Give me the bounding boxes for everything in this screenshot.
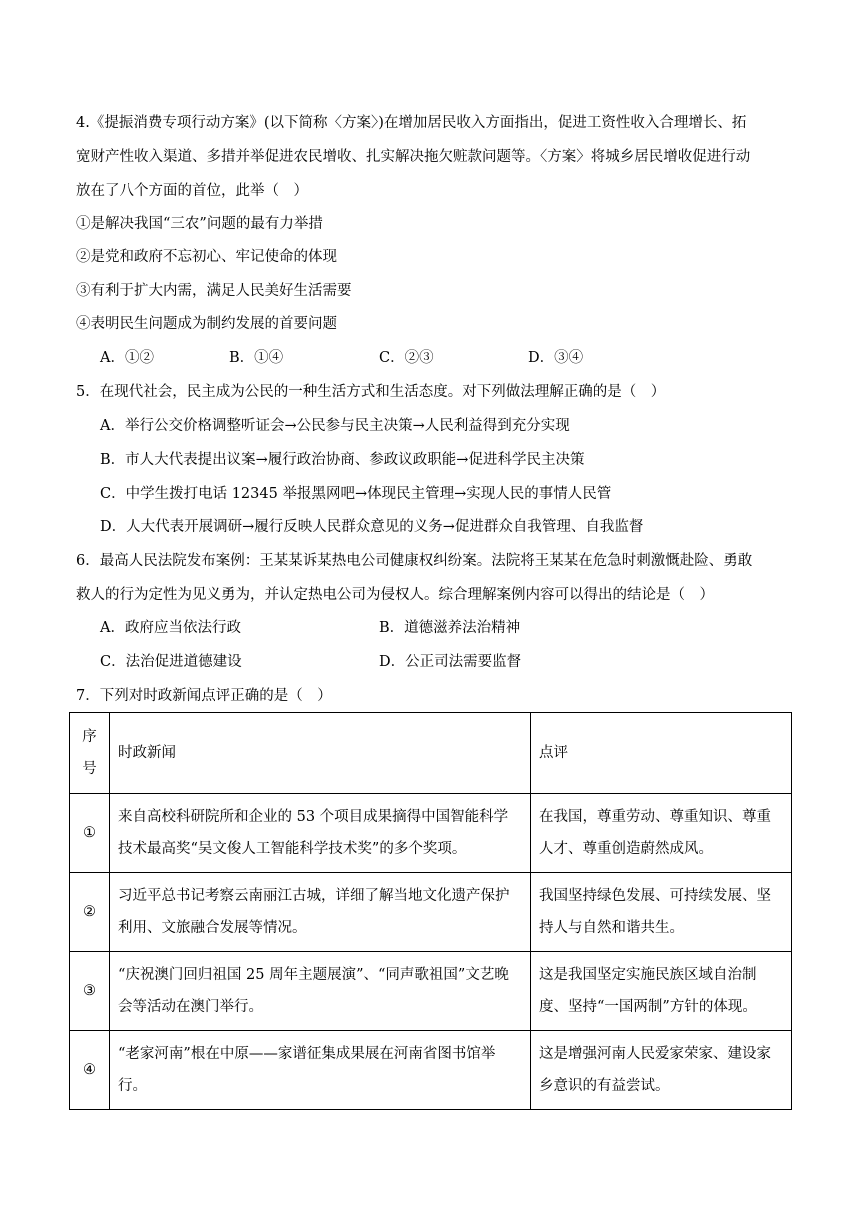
- q4-statement-4: ④表明民生问题成为制约发展的首要问题: [76, 316, 337, 332]
- q5-option-d: D．人大代表开展调研→履行反映人民群众意见的义务→促进群众自我管理、自我监督: [100, 519, 644, 535]
- row-news: [110, 794, 531, 873]
- q6-option-d: D．公正司法需要监督: [379, 654, 522, 670]
- q4-statement-1: ①是解决我国“三农”问题的最有力举措: [76, 216, 323, 232]
- q4-option-a: A．①②: [100, 350, 154, 366]
- q6-option-a: A．政府应当依法行政: [100, 620, 241, 636]
- q4-option-c: C．②③: [379, 350, 434, 366]
- table-row: [70, 952, 792, 1031]
- q5-option-a: A．举行公交价格调整听证会→公民参与民主决策→人民利益得到充分实现: [100, 418, 570, 434]
- header-num: [70, 713, 110, 794]
- q6-option-c: C．法治促进道德建设: [100, 654, 242, 670]
- q5-stem: 5．在现代社会，民主成为公民的一种生活方式和生活态度。对下列做法理解正确的是（ ）: [76, 384, 666, 400]
- q4-option-b: B．①④: [229, 350, 284, 366]
- row-comment-line: 这是我国坚定实施民族区域自治制: [539, 967, 757, 983]
- row-comment-line: 我国坚持绿色发展、可持续发展、坚: [539, 888, 771, 904]
- q7-stem: 7．下列对时政新闻点评正确的是（ ）: [76, 688, 332, 704]
- row-news-line: 行。: [118, 1078, 147, 1094]
- row-news: [110, 873, 531, 952]
- q4-statement-2: ②是党和政府不忘初心、牢记使命的体现: [76, 249, 337, 265]
- row-comment: [531, 1031, 792, 1110]
- table-row: [70, 794, 792, 873]
- header-num-line2: 号: [82, 761, 97, 777]
- row-num: ③: [70, 952, 110, 1031]
- row-comment-line: 乡意识的有益尝试。: [539, 1078, 670, 1094]
- row-comment-line: 人才、尊重创造蔚然成风。: [539, 841, 713, 857]
- q4-stem-line2: 宽财产性收入渠道、多措并举促进农民增收、扎实解决拖欠赃款问题等。〈方案〉将城乡居民增收促进行动: [76, 149, 751, 165]
- q5-option-c: C．中学生拨打电话 12345 举报黑网吧→体现民主管理→实现人民的事情人民管: [100, 486, 612, 502]
- row-comment-line: 持人与自然和谐共生。: [539, 920, 684, 936]
- row-comment-line: 这是增强河南人民爱家荣家、建设家: [539, 1046, 771, 1062]
- q6-option-b: B．道德滋养法治精神: [379, 620, 521, 636]
- row-news-line: 技术最高奖“吴文俊人工智能科学技术奖”的多个奖项。: [118, 841, 467, 857]
- row-news: [110, 952, 531, 1031]
- row-news-line: 来自高校科研院所和企业的 53 个项目成果摘得中国智能科学: [118, 809, 509, 825]
- q6-stem-line2: 救人的行为定性为见义勇为，并认定热电公司为侵权人。综合理解案例内容可以得出的结论是（ ）: [76, 587, 714, 603]
- row-comment: [531, 952, 792, 1031]
- header-news: 时政新闻: [110, 713, 531, 794]
- row-news-line: 利用、文旅融合发展等情况。: [118, 920, 307, 936]
- row-num: ②: [70, 873, 110, 952]
- header-comment: 点评: [531, 713, 792, 794]
- q4-option-d: D．③④: [528, 350, 584, 366]
- row-comment-line: 度、坚持“一国两制”方针的体现。: [539, 999, 757, 1015]
- row-news-line: “庆祝澳门回归祖国 25 周年主题展演”、“同声歌祖国”文艺晚: [118, 967, 509, 983]
- row-news-line: “老家河南”根在中原——家谱征集成果展在河南省图书馆举: [118, 1046, 496, 1062]
- table-row: [70, 1031, 792, 1110]
- row-news-line: 习近平总书记考察云南丽江古城，详细了解当地文化遗产保护: [118, 888, 510, 904]
- row-num: ④: [70, 1031, 110, 1110]
- news-table: [69, 712, 792, 1110]
- q4-stem-line3: 放在了八个方面的首位，此举（ ）: [76, 183, 308, 199]
- q5-option-b: B．市人大代表提出议案→履行政治协商、参政议政职能→促进科学民主决策: [100, 452, 585, 468]
- row-comment: [531, 794, 792, 873]
- row-comment-line: 在我国，尊重劳动、尊重知识、尊重: [539, 809, 771, 825]
- row-comment: [531, 873, 792, 952]
- header-num-line1: 序: [82, 729, 97, 745]
- table-row: [70, 873, 792, 952]
- q4-stem-line1: 4.《提振消费专项行动方案》(以下简称〈方案〉)在增加居民收入方面指出，促进工资性收入合理增长、拓: [76, 115, 747, 131]
- row-news-line: 会等活动在澳门举行。: [118, 999, 263, 1015]
- row-news: [110, 1031, 531, 1110]
- q6-stem-line1: 6．最高人民法院发布案例：王某某诉某热电公司健康权纠纷案。法院将王某某在危急时刺激慨赴险、勇敢: [76, 553, 753, 569]
- table-header-row: [70, 713, 792, 794]
- row-num: ①: [70, 794, 110, 873]
- q4-statement-3: ③有利于扩大内需，满足人民美好生活需要: [76, 283, 352, 299]
